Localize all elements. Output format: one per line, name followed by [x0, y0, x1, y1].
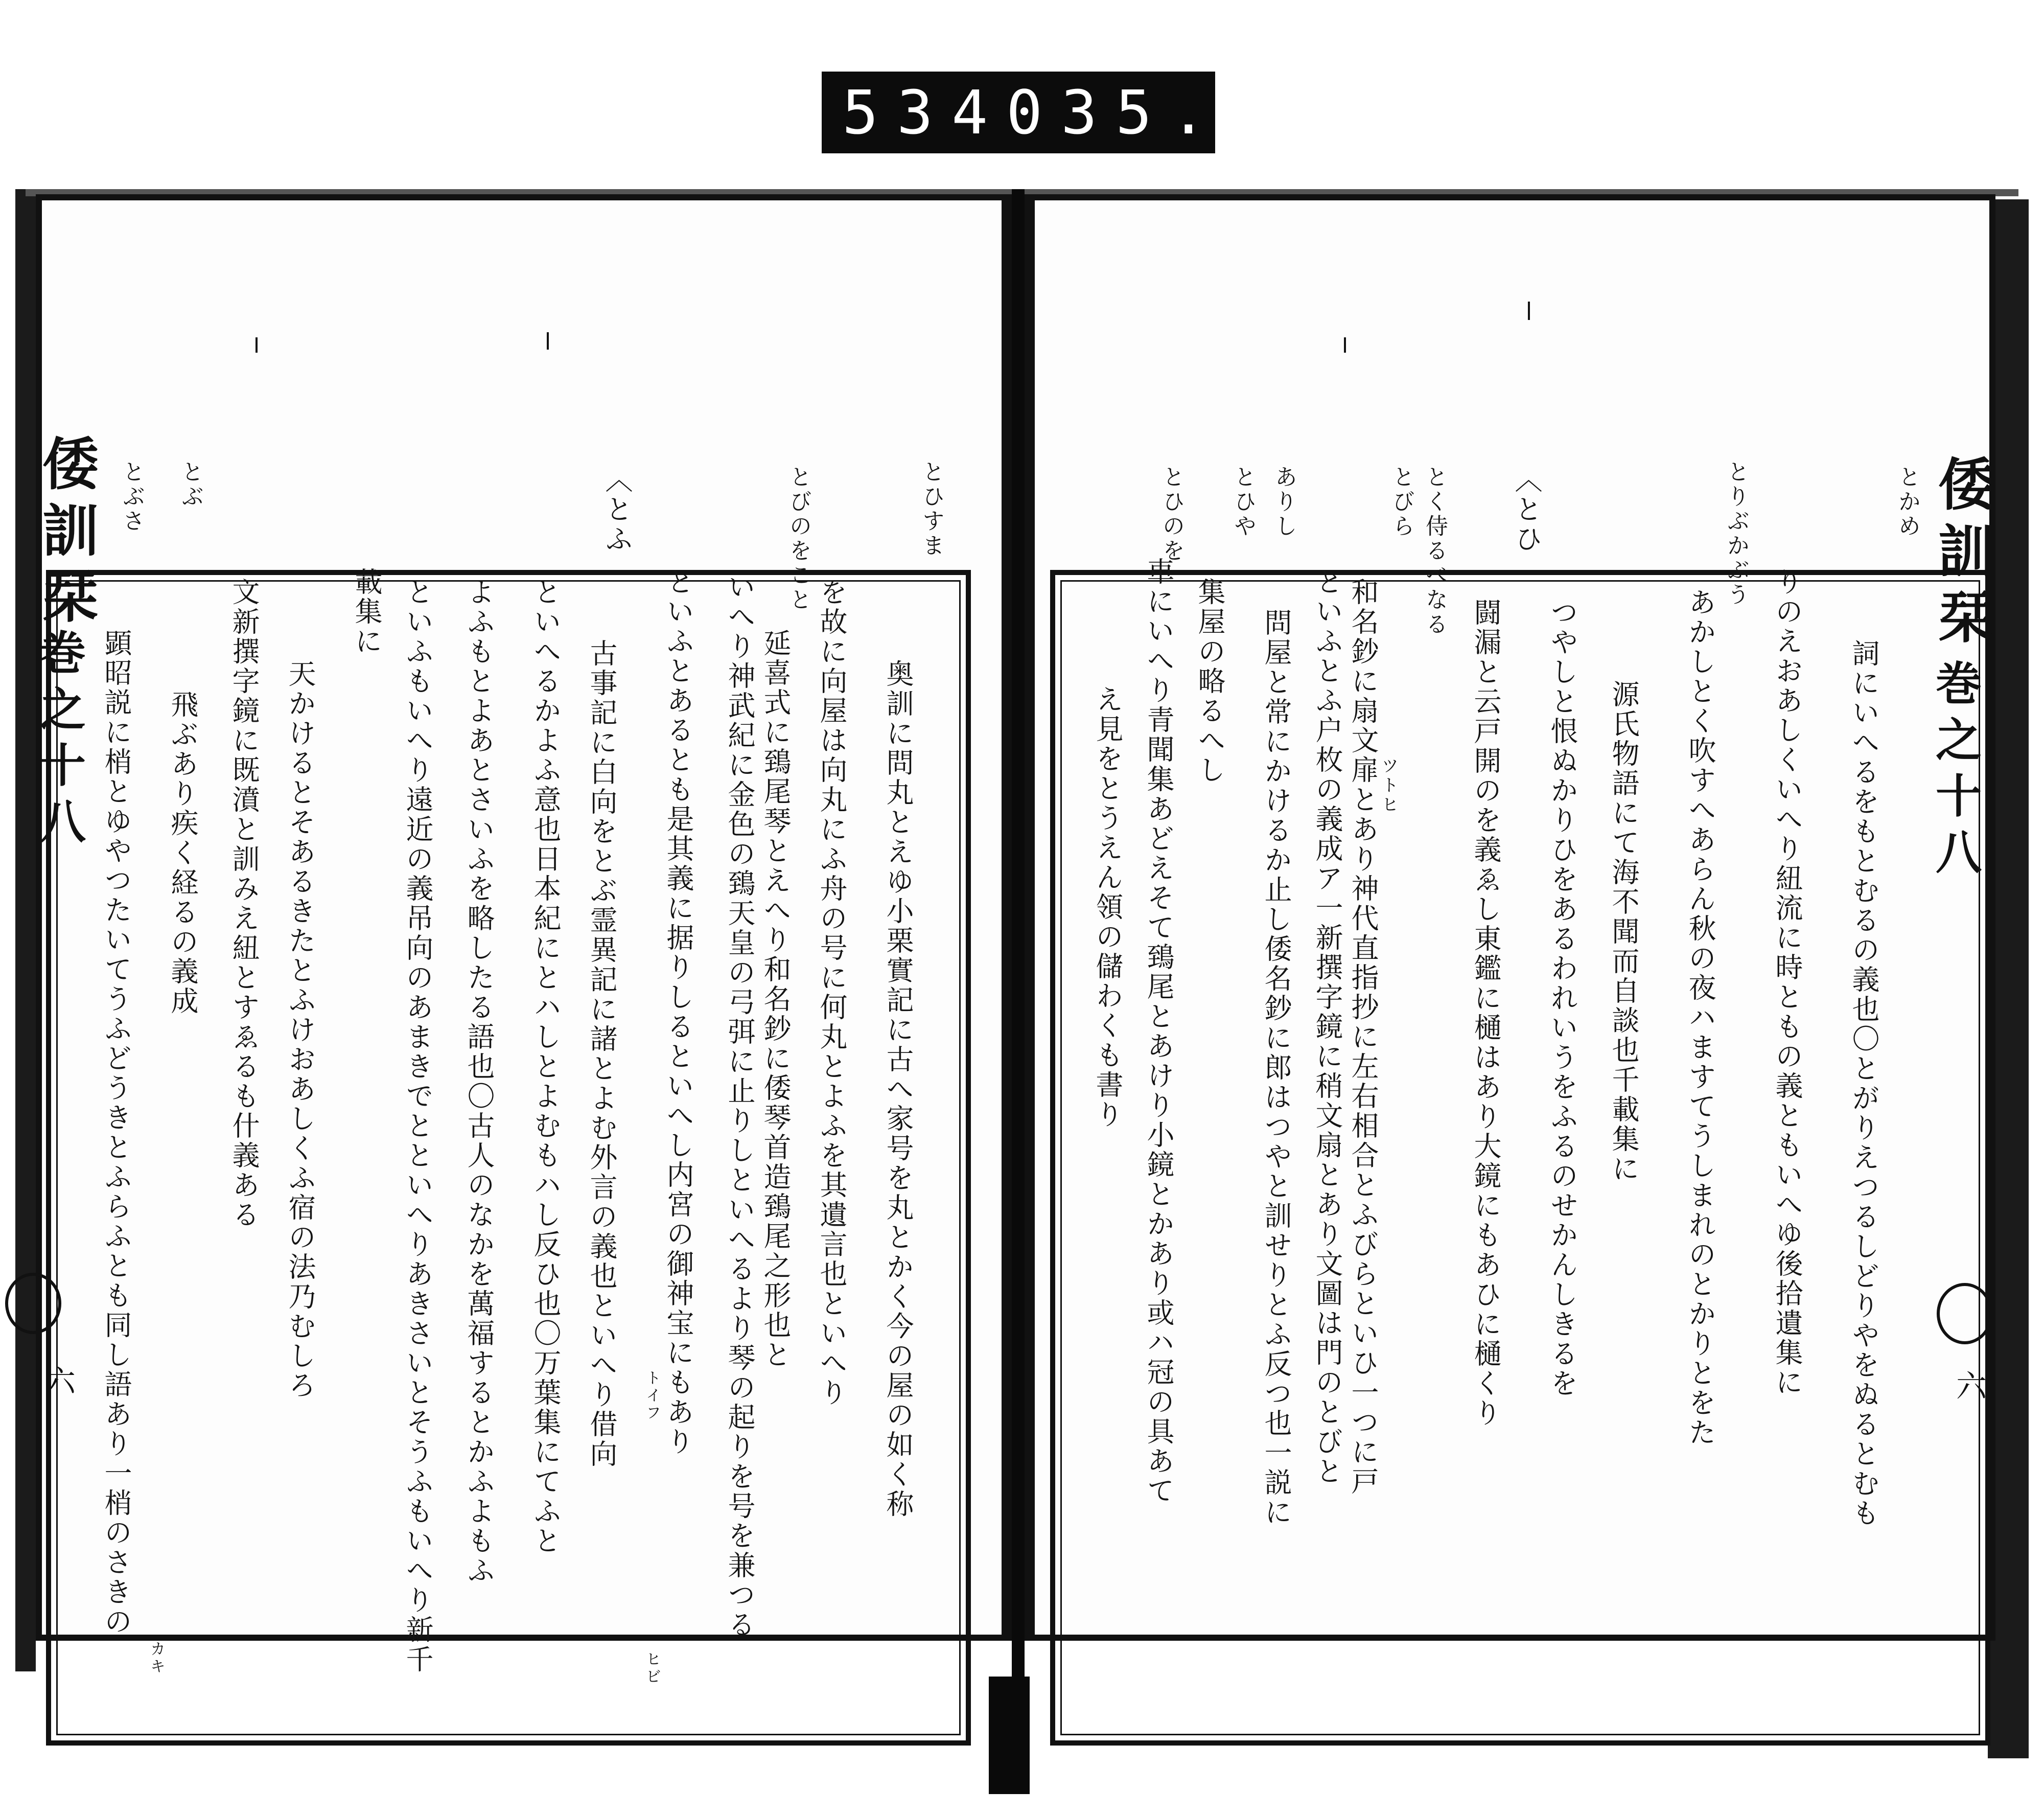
right-page-number: 六: [1951, 1370, 1987, 1401]
left-col-7: といふとあるとも是其義に据りしるといへし内宮の御神宝にもあり: [662, 567, 694, 1457]
right-col-17: 集屋の略るへし: [1194, 578, 1226, 785]
left-col-18: とぶさ: [119, 460, 145, 534]
reel-number-label: [822, 72, 1225, 153]
right-col-10: とく侍るべなる: [1422, 465, 1448, 637]
left-col-1: とひすま: [918, 460, 944, 558]
page-tick: [1528, 302, 1530, 320]
left-col-10: といへるかよふ意也日本紀にとハしとよむもハし反ひ也〇万葉集にてふと: [529, 578, 562, 1556]
right-col-7: つやしと恨ぬかりひをあるわれいうをふるのせかんしきるを: [1546, 598, 1578, 1398]
gutter-line: [1012, 189, 1025, 1682]
reel-number-left: 534: [842, 77, 1007, 148]
reel-number-right: 035.: [1006, 77, 1225, 148]
left-col-8: 〈とふ: [601, 465, 633, 554]
right-col-3: りのえおあしくいへり紐流に時ともの義ともいへゆ後拾遺集に: [1771, 567, 1803, 1397]
left-marginal-note-1: トイフ: [643, 1370, 661, 1422]
right-marginal-note: ツトヒ: [1378, 756, 1399, 815]
right-spine-title: 倭訓栞: [1929, 455, 1995, 654]
right-col-16: 問屋と常にかけるか止し倭名鈔に郎はつやと訓せりとふ反つ也一説に: [1260, 608, 1292, 1527]
left-col-4: とびのをこと: [785, 465, 811, 612]
right-binding-hole: [1937, 1283, 1993, 1344]
right-col-6: 源氏物語にて海不聞而自談也千載集に: [1608, 680, 1640, 1184]
left-cover-edge: [15, 189, 36, 1671]
right-col-8: 〈とひ: [1511, 465, 1543, 554]
right-col-2: 詞にいへるをもとむるの義也〇とがりえつるしどりやをぬるとむも: [1848, 639, 1880, 1528]
right-col-9: 闘漏と云戸開のを義ゑし東鑑に樋はあり大鏡にもあひに樋くり: [1470, 598, 1502, 1428]
left-marginal-note-2: ヒビ: [643, 1651, 661, 1686]
left-col-9: 古事記に白向をとぶ霊異記に諸とよむ外言の義也といへり借向: [586, 639, 618, 1469]
left-marginal-note-3: カキ: [147, 1641, 165, 1676]
left-col-14: 天かけるとそあるきたとふけおあしくふ宿の法乃むしろ: [284, 659, 316, 1401]
right-col-5: あかしとく吹すへあらん秋の夜ハますてうしまれのとかりとをた: [1684, 588, 1716, 1448]
left-page-number: 六: [40, 1365, 76, 1395]
right-col-11: とびら: [1388, 465, 1414, 539]
left-col-2: 奥訓に問丸とえゆ小栗實記に古へ家号を丸とかく今の屋の如く称: [882, 659, 914, 1519]
left-col-12: といふもいへり遠近の義吊向のあまきでとといへりあきさいとそうふもいへり新千: [402, 578, 434, 1674]
left-col-16: とぶ: [177, 460, 203, 509]
left-col-3: を故に向屋は向丸にふ舟の号に何丸とよふを其遺言也といへり: [816, 578, 848, 1408]
right-spine-volume: 巻之十八: [1927, 659, 1982, 884]
open-book: [15, 169, 2029, 1804]
left-col-19: 顕昭説に梢とゆやつたいてうふどうきとふらふとも同し語あり一梢のさきの: [100, 629, 132, 1637]
page-tick: [256, 337, 258, 353]
right-col-20: え見をとうえん領の儲わくも書り: [1091, 685, 1124, 1130]
page-tick: [547, 332, 549, 350]
right-col-1: とかめ: [1894, 465, 1920, 539]
left-col-6: いへり神武紀に金色の鵄天皇の弓弭に止りしといへるより琴の起りを号を兼つる: [724, 572, 756, 1640]
left-col-15: 文新撰字鏡に既濆と訓みえ紐とすゑるも什義ある: [228, 578, 260, 1230]
right-col-12: 和名鈔に扇文扉とあり神代直指抄に左右相合とふびらといひ一つに戸: [1347, 578, 1379, 1497]
right-col-18: とひのを: [1158, 465, 1184, 563]
left-col-13: 載集に: [351, 567, 383, 656]
right-col-4: とりぶかぶう: [1723, 460, 1749, 607]
left-col-11: よふもとよあとさいふを略したる語也〇古人のなかを萬福するとかふよもふ: [463, 578, 495, 1586]
page-tick: [1344, 337, 1346, 353]
left-spine-volume: 巻之十八: [32, 629, 86, 854]
left-binding-hole: [5, 1273, 61, 1334]
right-col-19: 車にいへり青聞集あどえそて鵄尾とあけり小鏡とかあり或ハ冠の具あて: [1143, 557, 1175, 1506]
bookmark-ribbon: [989, 1677, 1030, 1794]
left-col-17: 飛ぶあり疾く経るの義成: [167, 690, 199, 1016]
right-col-15: とひや: [1230, 465, 1256, 539]
right-col-13: といふとふ户枚の義成ア一新撰字鏡に稍文扇とあり文圖は門のとびと: [1311, 567, 1343, 1486]
left-col-5: 延喜式に鵄尾琴とえへり和名鈔に倭琴首造鵄尾之形也と: [759, 629, 792, 1370]
right-col-14: ありし: [1271, 465, 1297, 539]
left-spine-title: 倭訓栞: [33, 434, 99, 634]
